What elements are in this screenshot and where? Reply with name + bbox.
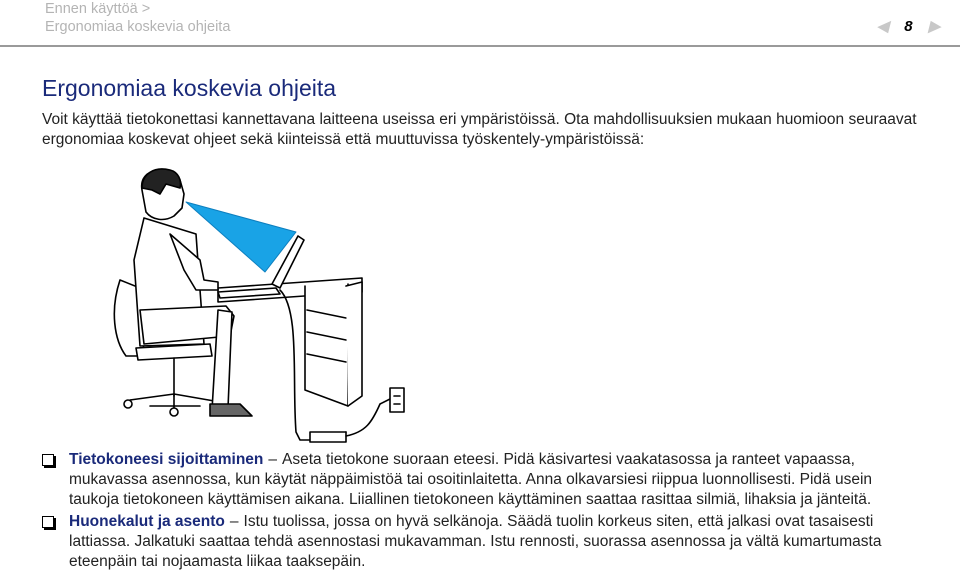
list-item-dash: – <box>268 451 277 468</box>
view-cone <box>186 202 296 272</box>
list-item-text: Aseta tietokone suoraan eteesi. Pidä käsivartesi vaakatasossa ja ranteet vapaassa, mukavassa asennossa, kun käytät näppäimistöä tai osoitinlaitetta. Anna olkavarsiesi riippua luonnollisesti. Pidä usein taukoja tietokoneen käyttämisen aikana. Liiallinen tietokoneen käyttäminen saattaa rasittaa silmiä, lihaksia ja jänteitä. <box>69 451 873 508</box>
list-item <box>42 450 922 510</box>
page-navigation <box>877 16 940 36</box>
list-item-text: Istu tuolissa, jossa on hyvä selkänoja. Säädä tuolin korkeus siten, että jalkasi ovat tasaisesti lattiassa. Jalkatuki saattaa tehdä asennostasi mukavamman. Istu rennosti, suorassa asennossa ja vältä kumartumasta eteenpäin tai nojaamasta liikaa taaksepäin. <box>69 513 882 570</box>
guideline-list <box>42 450 922 574</box>
next-page-icon[interactable]: ▶ <box>928 18 940 35</box>
header-divider <box>0 45 960 47</box>
intro-paragraph: Voit käyttää tietokonettasi kannettavana laitteena useissa eri ympäristöissä. Ota mahdollisuuksien mukaan huomioon seuraavat ergonomiaa koskevat ohjeet sekä kiinteissä että muuttuvissa työskentely-ympäristöissä: <box>42 111 917 148</box>
page-number: 8 <box>904 17 913 35</box>
page-title: Ergonomiaa koskevia ohjeita <box>42 75 337 101</box>
breadcrumb-current: Ergonomiaa koskevia ohjeita <box>45 19 231 35</box>
checkbox-bullet-icon <box>42 454 54 466</box>
page-header <box>0 0 960 44</box>
list-item-title: Tietokoneesi sijoittaminen <box>69 451 264 468</box>
list-item-dash: – <box>229 513 239 530</box>
checkbox-bullet-icon <box>42 516 54 528</box>
list-item-title: Huonekalut ja asento <box>69 513 225 530</box>
prev-page-icon[interactable]: ◀ <box>876 18 889 35</box>
ergonomic-posture-illustration <box>100 160 430 450</box>
breadcrumb-parent[interactable]: Ennen käyttöä > <box>45 1 151 17</box>
list-item <box>42 512 922 572</box>
